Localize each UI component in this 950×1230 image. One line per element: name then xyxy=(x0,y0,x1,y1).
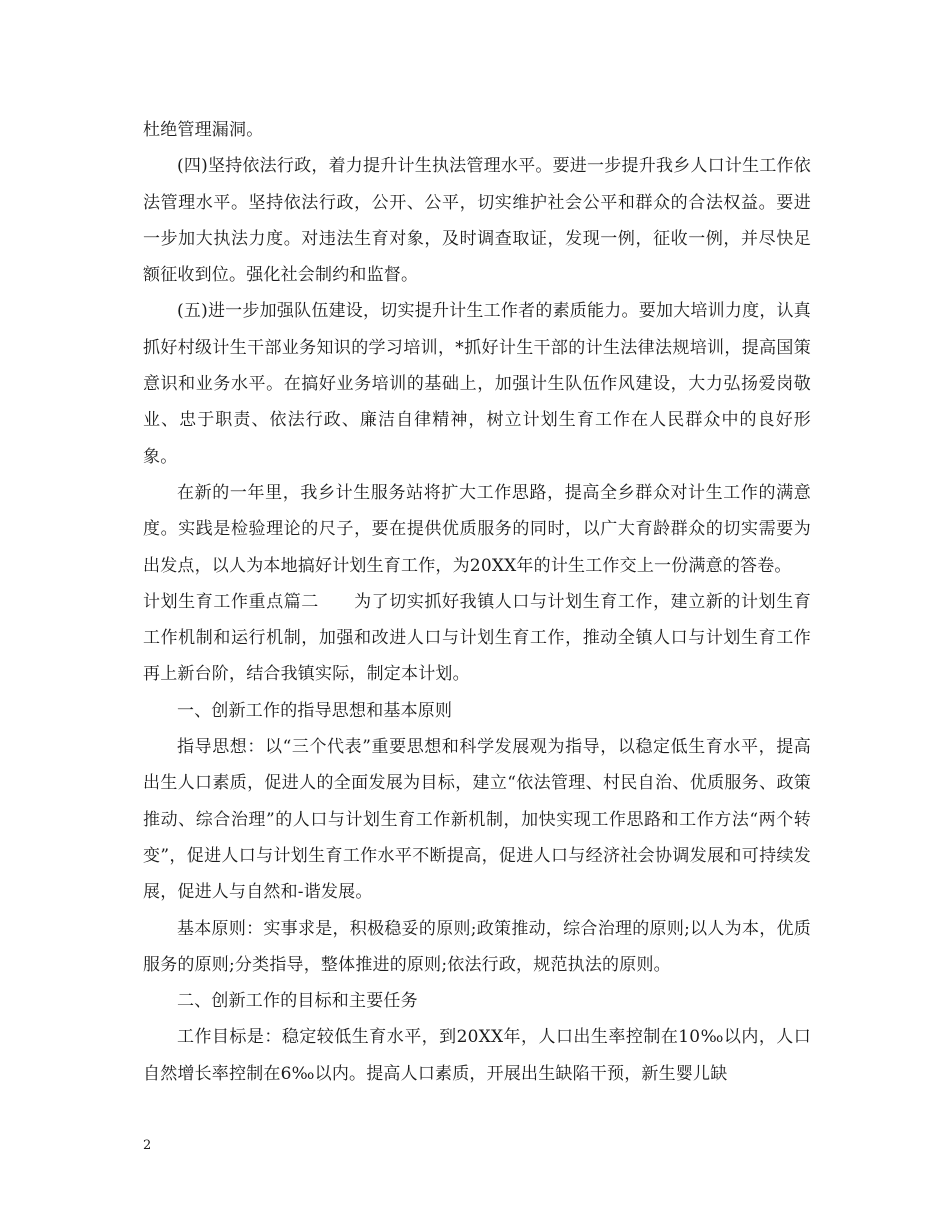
paragraph-6-heading: 一、创新工作的指导思想和基本原则 xyxy=(177,700,453,721)
paragraph-3: (五)进一步加强队伍建设，切实提升计生工作者的素质能力。要加大培训力度，认真抓好村级计生干部业务知识的学习培训，*抓好计生干部的计生法律法规培训，提高国策意识和业务水平。在搞好业务培训的基础上，加强计生队伍作风建设，大力弘扬爱岗敬业、忠于职责、依法行政、廉洁自律精神，树立计划生育工作在人民群众中的良好形象。 xyxy=(143,301,811,467)
paragraph-7: 指导思想：以“三个代表”重要思想和科学发展观为指导，以稳定低生育水平，提高出生人口素质，促进人的全面发展为目标，建立“依法管理、村民自治、优质服务、政策推动、综合治理”的人口与计划生育工作新机制，加快实现工作思路和工作方法“两个转变”，促进人口与计划生育工作水平不断提高，促进人口与经济社会协调发展和可持续发展，促进人与自然和-谐发展。 xyxy=(143,737,811,903)
paragraph-4: 在新的一年里，我乡计生服务站将扩大工作思路，提高全乡群众对计生工作的满意度。实践是检验理论的尺子，要在提供优质服务的同时，以广大育龄群众的切实需要为出发点，以人为本地搞好计划生育工作，为20XX年的计生工作交上一份满意的答卷。 xyxy=(143,482,811,576)
page-number: 2 xyxy=(143,1138,152,1153)
document-body xyxy=(143,112,811,1092)
paragraph-9-heading: 二、创新工作的目标和主要任务 xyxy=(177,991,418,1012)
paragraph-8: 基本原则：实事求是，积极稳妥的原则;政策推动，综合治理的原则;以人为本，优质服务的原则;分类指导，整体推进的原则;依法行政，规范执法的原则。 xyxy=(143,918,811,975)
paragraph-2: (四)坚持依法行政，着力提升计生执法管理水平。要进一步提升我乡人口计生工作依法管理水平。坚持依法行政，公开、公平，切实维护社会公平和群众的合法权益。要进一步加大执法力度。对违法生育对象，及时调查取证，发现一例，征收一例，并尽快足额征收到位。强化社会制约和监督。 xyxy=(143,156,811,286)
paragraph-1: 杜绝管理漏洞。 xyxy=(143,120,264,140)
paragraph-5-section-heading: 计划生育工作重点篇二 为了切实抓好我镇人口与计划生育工作，建立新的计划生育工作机制和运行机制，加强和改进人口与计划生育工作，推动全镇人口与计划生育工作再上新台阶，结合我镇实际，制定本计划。 xyxy=(143,591,811,685)
paragraph-10: 工作目标是：稳定较低生育水平，到20XX年，人口出生率控制在10‰以内，人口自然增长率控制在6‰以内。提高人口素质，开展出生缺陷干预，新生婴儿缺 xyxy=(143,1027,811,1084)
